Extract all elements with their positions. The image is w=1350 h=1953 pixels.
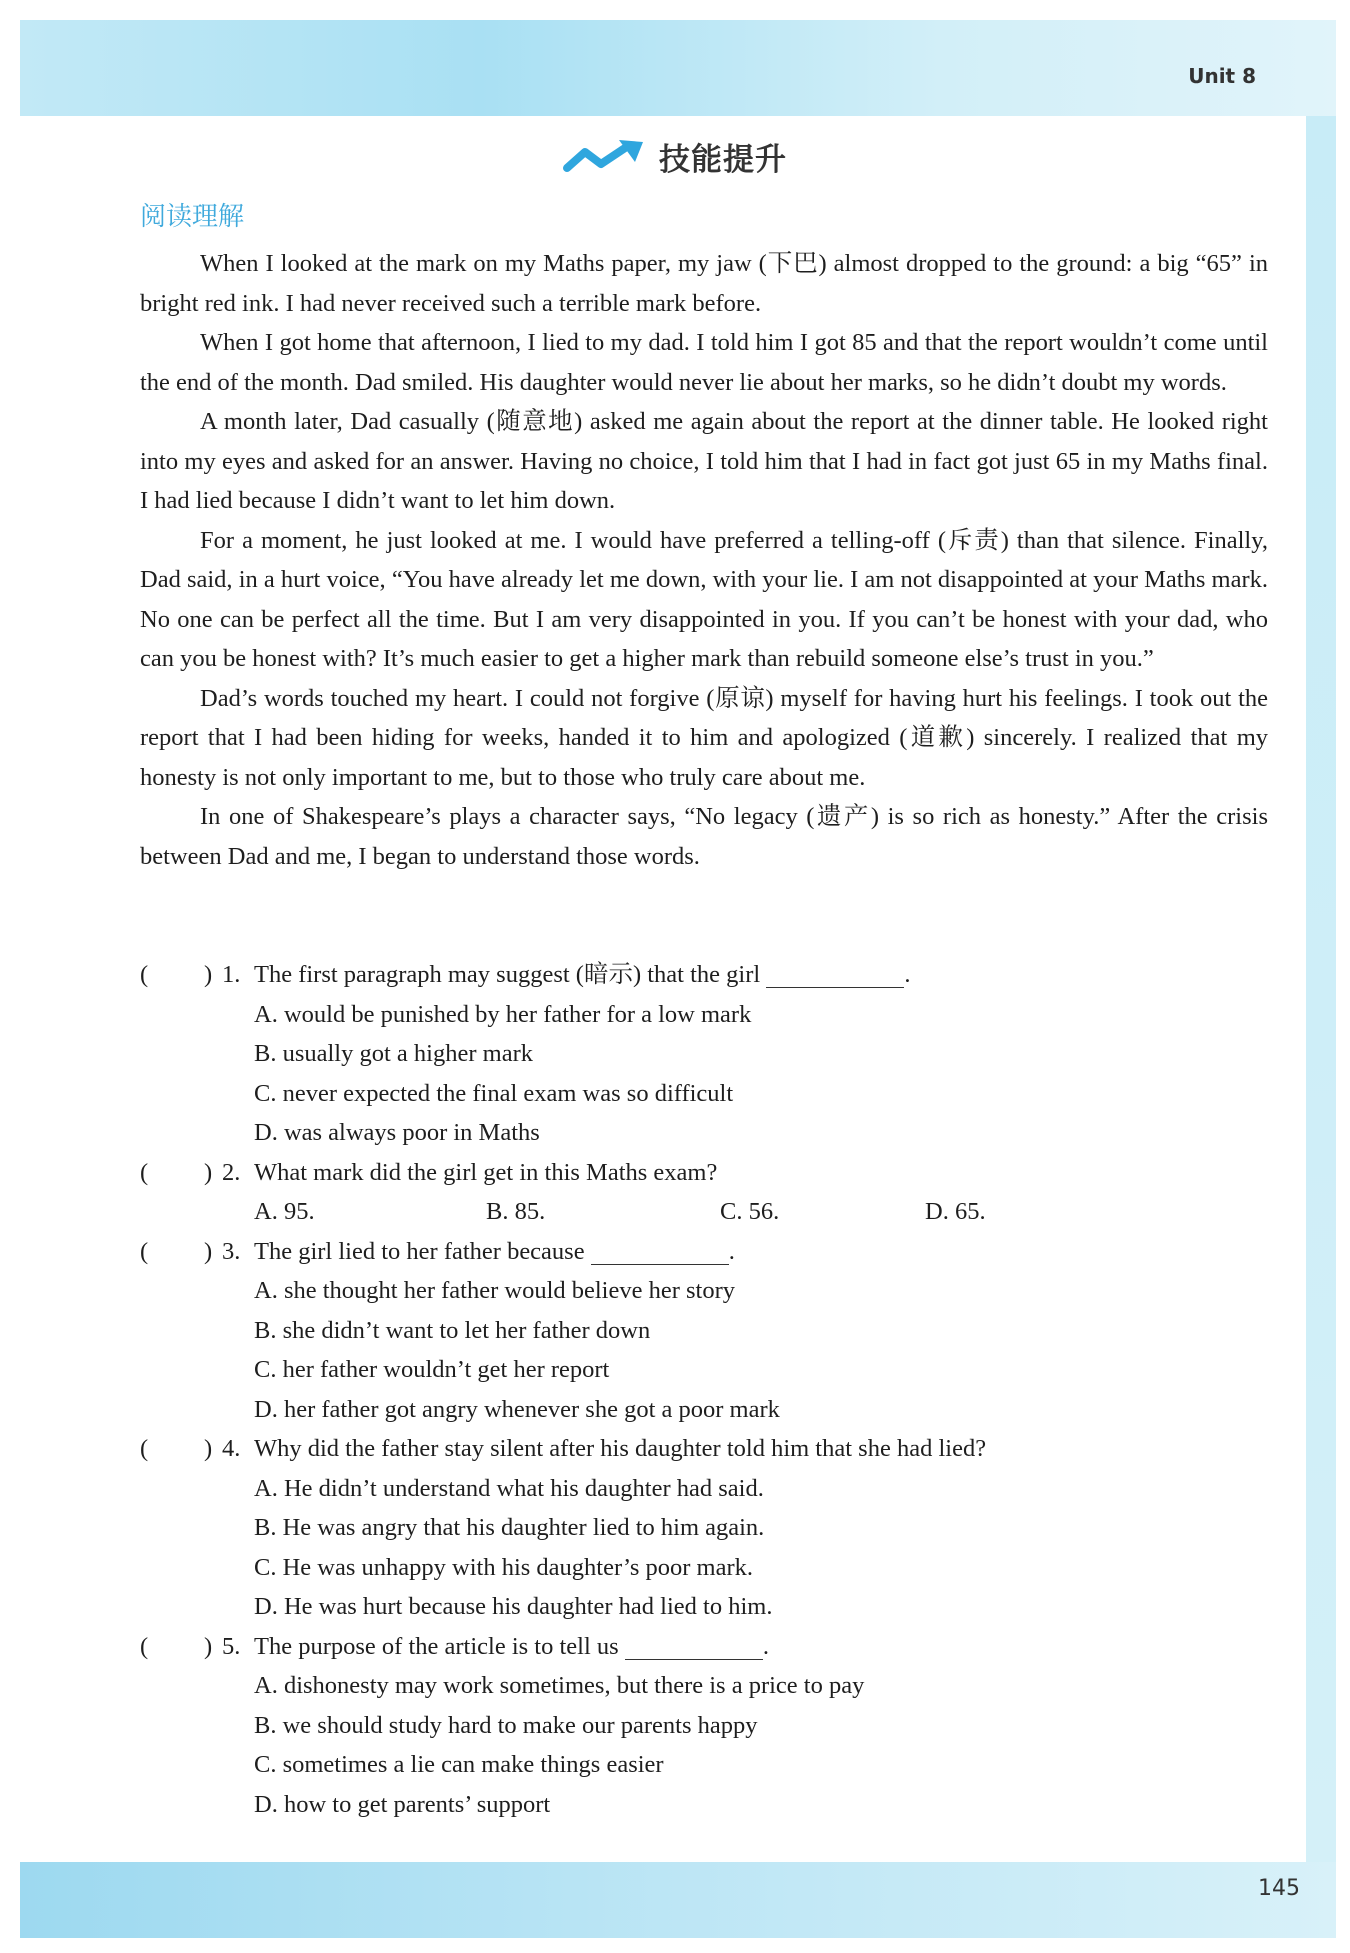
reading-section-label: 阅读理解 — [140, 202, 245, 232]
paragraph: When I looked at the mark on my Maths paper, my jaw (下巴) almost dropped to the ground: a big “65” in bright red ink. I had never received such a terrible mark before. — [140, 250, 1268, 317]
answer-blank[interactable] — [625, 1633, 763, 1660]
answer-paren-left: ( — [140, 961, 149, 988]
option-row — [140, 1192, 1268, 1232]
answer-paren-left: ( — [140, 1632, 149, 1660]
option: A. 95. — [254, 1198, 315, 1225]
answer-paren-right: ) — [204, 1237, 213, 1265]
answer-blank[interactable] — [591, 1238, 729, 1265]
question-number: 5. — [222, 1632, 241, 1660]
question-stem: The first paragraph may suggest (暗示) that the girl — [254, 961, 761, 988]
answer-paren-right: ) — [204, 1632, 213, 1660]
section-title — [0, 134, 1350, 179]
trend-arrow-icon — [563, 140, 645, 174]
option: A. she thought her father would believe her story — [254, 1277, 736, 1304]
option: B. we should study hard to make our parents happy — [254, 1711, 758, 1739]
option: D. her father got angry whenever she got a poor mark — [254, 1395, 780, 1423]
page-number: 145 — [1258, 1876, 1300, 1901]
option: C. never expected the final exam was so difficult — [254, 1079, 734, 1107]
paragraph: A month later, Dad casually (随意地) asked me again about the report at the dinner table. He looked right into my eyes and asked for an answer. Having no choice, I told him that I had in fact got just 65 in my Maths final. I had lied because I didn’t want to let him down. — [140, 408, 1268, 514]
paragraph: Dad’s words touched my heart. I could not forgive (原谅) myself for having hurt his feelings. I took out the report that I had been hiding for weeks, handed it to him and apologized (道歉) sincerely. I realized that my honesty is not only important to me, but to those who truly care about me. — [140, 684, 1268, 791]
option: C. He was unhappy with his daughter’s poor mark. — [254, 1553, 753, 1581]
option: B. 85. — [486, 1198, 546, 1225]
question-stem: Why did the father stay silent after his daughter told him that she had lied? — [254, 1435, 987, 1462]
option: B. He was angry that his daughter lied to him again. — [254, 1514, 765, 1541]
option: D. He was hurt because his daughter had lied to him. — [254, 1593, 773, 1620]
question-5: ( ) 5. The purpose of the article is to tell us . — [140, 1627, 1268, 1667]
question-1: ( ) 1. The first paragraph may suggest (暗示) that the girl . — [140, 955, 1268, 995]
answer-paren-left: ( — [140, 1158, 149, 1186]
question-number: 1. — [222, 961, 241, 988]
unit-label: Unit 8 — [1188, 64, 1256, 88]
question-4 — [140, 1429, 1268, 1469]
footer-band — [20, 1862, 1336, 1938]
question-stem: The girl lied to her father because — [254, 1237, 585, 1265]
section-title-text: 技能提升 — [659, 142, 787, 178]
option: A. dishonesty may work sometimes, but there is a price to pay — [254, 1672, 865, 1699]
question-stem: The purpose of the article is to tell us — [254, 1632, 619, 1660]
answer-paren-right: ) — [204, 1158, 213, 1186]
question-number: 4. — [222, 1435, 241, 1462]
answer-paren-right: ) — [204, 1435, 213, 1462]
option: A. would be punished by her father for a low mark — [254, 1000, 752, 1028]
reading-passage — [140, 244, 1268, 876]
option: D. how to get parents’ support — [254, 1790, 551, 1818]
answer-blank[interactable] — [766, 961, 904, 988]
question-2 — [140, 1153, 1268, 1193]
option: B. she didn’t want to let her father down — [254, 1316, 651, 1344]
option: C. sometimes a lie can make things easier — [254, 1751, 664, 1778]
question-stem: What mark did the girl get in this Maths exam? — [254, 1158, 718, 1186]
paragraph: When I got home that afternoon, I lied to my dad. I told him I got 85 and that the report wouldn’t come until the end of the month. Dad smiled. His daughter would never lie about her marks, so he didn’t doubt my words. — [140, 329, 1268, 396]
header-band — [20, 20, 1336, 116]
option: D. 65. — [925, 1198, 986, 1225]
question-number: 3. — [222, 1237, 241, 1265]
question-3: ( ) 3. The girl lied to her father because . — [140, 1232, 1268, 1272]
side-band — [1306, 116, 1336, 1862]
option: A. He didn’t understand what his daughter had said. — [254, 1474, 764, 1502]
answer-paren-left: ( — [140, 1237, 149, 1265]
answer-paren-right: ) — [204, 961, 213, 988]
answer-paren-left: ( — [140, 1435, 149, 1462]
paragraph: In one of Shakespeare’s plays a character says, “No legacy (遗产) is so rich as honesty.” After the crisis between Dad and me, I began to understand those words. — [140, 803, 1268, 870]
option: D. was always poor in Maths — [254, 1119, 540, 1146]
option: B. usually got a higher mark — [254, 1040, 533, 1067]
option: C. 56. — [720, 1198, 780, 1225]
question-list — [140, 955, 1268, 1824]
paragraph: For a moment, he just looked at me. I would have preferred a telling-off (斥责) than that silence. Finally, Dad said, in a hurt voice, “You have already let me down, with your lie. I am not disappointed at your Maths mark. No one can be perfect all the time. But I am very disappointed in you. If you can’t be honest with your dad, who can you be honest with? It’s much easier to get a higher mark than rebuild someone else’s trust in you.” — [140, 526, 1268, 672]
option: C. her father wouldn’t get her report — [254, 1356, 610, 1383]
question-number: 2. — [222, 1158, 241, 1186]
